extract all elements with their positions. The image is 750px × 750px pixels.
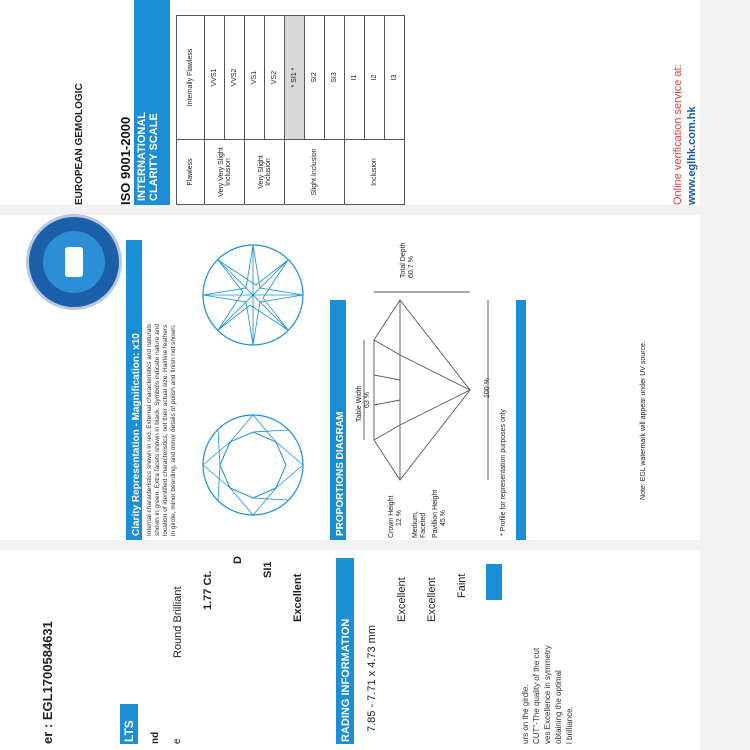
table-width-label: Table Width — [356, 385, 363, 422]
shape-label-top: nd — [150, 731, 161, 744]
verify-url[interactable]: www.eglhk.com.hk — [686, 106, 698, 205]
scale-grade: VVS1 — [205, 16, 225, 140]
clarity-value: SI1 — [262, 561, 274, 578]
footnote — [520, 645, 575, 744]
grading-header: RADING INFORMATION — [340, 618, 352, 742]
iso-label: ISO 9001-2000 — [118, 116, 133, 205]
clarity-representation-bar — [126, 240, 142, 540]
total-depth-label: Total Depth — [400, 242, 407, 278]
scale-group: Inclusion — [345, 140, 405, 205]
shape-value: Round Brilliant — [172, 586, 184, 658]
lab-title: EUROPEAN GEMOLOGIC — [74, 83, 85, 205]
footnote-line: CUT"-The quality of the cut — [532, 647, 541, 744]
diameter-value: 100 % — [484, 378, 491, 398]
scale-panel — [0, 0, 700, 205]
clarity-scale-table — [176, 15, 405, 205]
scale-grade: VS1 — [245, 16, 265, 140]
egl-seal-logo — [26, 214, 122, 310]
crown-view-diagram — [198, 410, 308, 520]
profile-note: * Profile for representation purposes only — [500, 409, 507, 536]
profile-diagram — [360, 270, 500, 500]
pavilion-view-diagram — [198, 240, 308, 350]
proportions-bar — [330, 300, 346, 540]
diagram-panel — [0, 215, 700, 540]
measurements-value: 7.85 - 7.71 x 4.73 mm — [366, 625, 378, 732]
results-header-bar — [120, 704, 138, 744]
color-value: D — [232, 556, 244, 564]
scale-grade: SI3 — [325, 16, 345, 140]
scale-group: Slight Inclusion — [285, 140, 345, 205]
results-panel — [0, 550, 700, 750]
shape-label: e — [172, 738, 183, 744]
crown-height-label: Crown Height — [388, 495, 395, 538]
proportions-header: PROPORTIONS DIAGRAM — [335, 411, 346, 536]
scale-row — [285, 16, 305, 205]
scale-group: Very Very Slight Inclusion — [205, 140, 245, 205]
scale-grade: VVS2 — [225, 16, 245, 140]
scale-row — [205, 16, 225, 205]
girdle-label-1: Medium, — [412, 511, 419, 538]
scale-grade: SI2 — [305, 16, 325, 140]
scale-title-1: INTERNATIONAL — [136, 111, 148, 201]
fluorescence-value: Faint — [456, 573, 468, 598]
scale-group: Flawless — [177, 140, 205, 205]
scale-row — [345, 16, 365, 205]
clarity-representation-header: Clarity Representation - Magnification: x10 — [131, 333, 142, 536]
table-width-value: 63 % — [364, 392, 371, 408]
uv-note: Note: EGL watermark will appear under UV source. — [640, 341, 647, 500]
symmetry-value: Excellent — [426, 577, 438, 622]
clarity-text-line: location of identified characteristics, not their actual size. Hairline feathers — [162, 324, 169, 536]
footnote-line: urs on the girdle. — [521, 684, 530, 744]
total-depth-value: 60.7 % — [408, 256, 415, 278]
scale-grade: I1 — [345, 16, 365, 140]
scale-title-2: CLARITY SCALE — [148, 113, 160, 201]
footnote-line: l brilliance. — [565, 706, 574, 744]
verify-label: Online verification service at: — [672, 64, 684, 205]
clarity-text-line: shown in green. Extra facets shown in black. Symbols indicate nature and — [154, 323, 161, 536]
clarity-representation-text — [146, 324, 178, 536]
footnote-line: obtaining the optimal — [554, 670, 563, 744]
scale-grade: Internally Flawless — [177, 16, 205, 140]
pavilion-height-value: 45 % — [440, 510, 447, 526]
polish-value: Excellent — [396, 577, 408, 622]
comments-header-bar — [486, 564, 502, 600]
scale-row — [177, 16, 205, 205]
clarity-text-line: in girdle, minor bearding, and minor details of polish and finish not shown. — [170, 324, 177, 536]
scale-grade-selected: * SI1 * — [285, 16, 305, 140]
grading-header-bar — [336, 558, 354, 744]
scale-group: Very Slight Inclusion — [245, 140, 285, 205]
clarity-text-line: Internal characteristics shown in red. External characteristics and naturals — [146, 323, 153, 536]
crown-height-value: 12 % — [396, 510, 403, 526]
pavilion-height-label: Pavillion Height — [432, 489, 439, 538]
footnote-line: ves Excellence in symmetry — [543, 645, 552, 744]
results-header: LTS — [122, 720, 136, 742]
scale-grade: VS2 — [265, 16, 285, 140]
report-number: er : EGL1700584631 — [40, 621, 55, 744]
proportions-side-bar — [516, 300, 526, 540]
girdle-label-2: Faceted — [420, 512, 427, 538]
scale-grade: I3 — [385, 16, 405, 140]
cut-value: Excellent — [292, 573, 304, 622]
weight-value: 1.77 Ct. — [202, 570, 214, 610]
scale-title-bar — [134, 0, 170, 205]
scale-grade: I2 — [365, 16, 385, 140]
scale-row — [245, 16, 265, 205]
